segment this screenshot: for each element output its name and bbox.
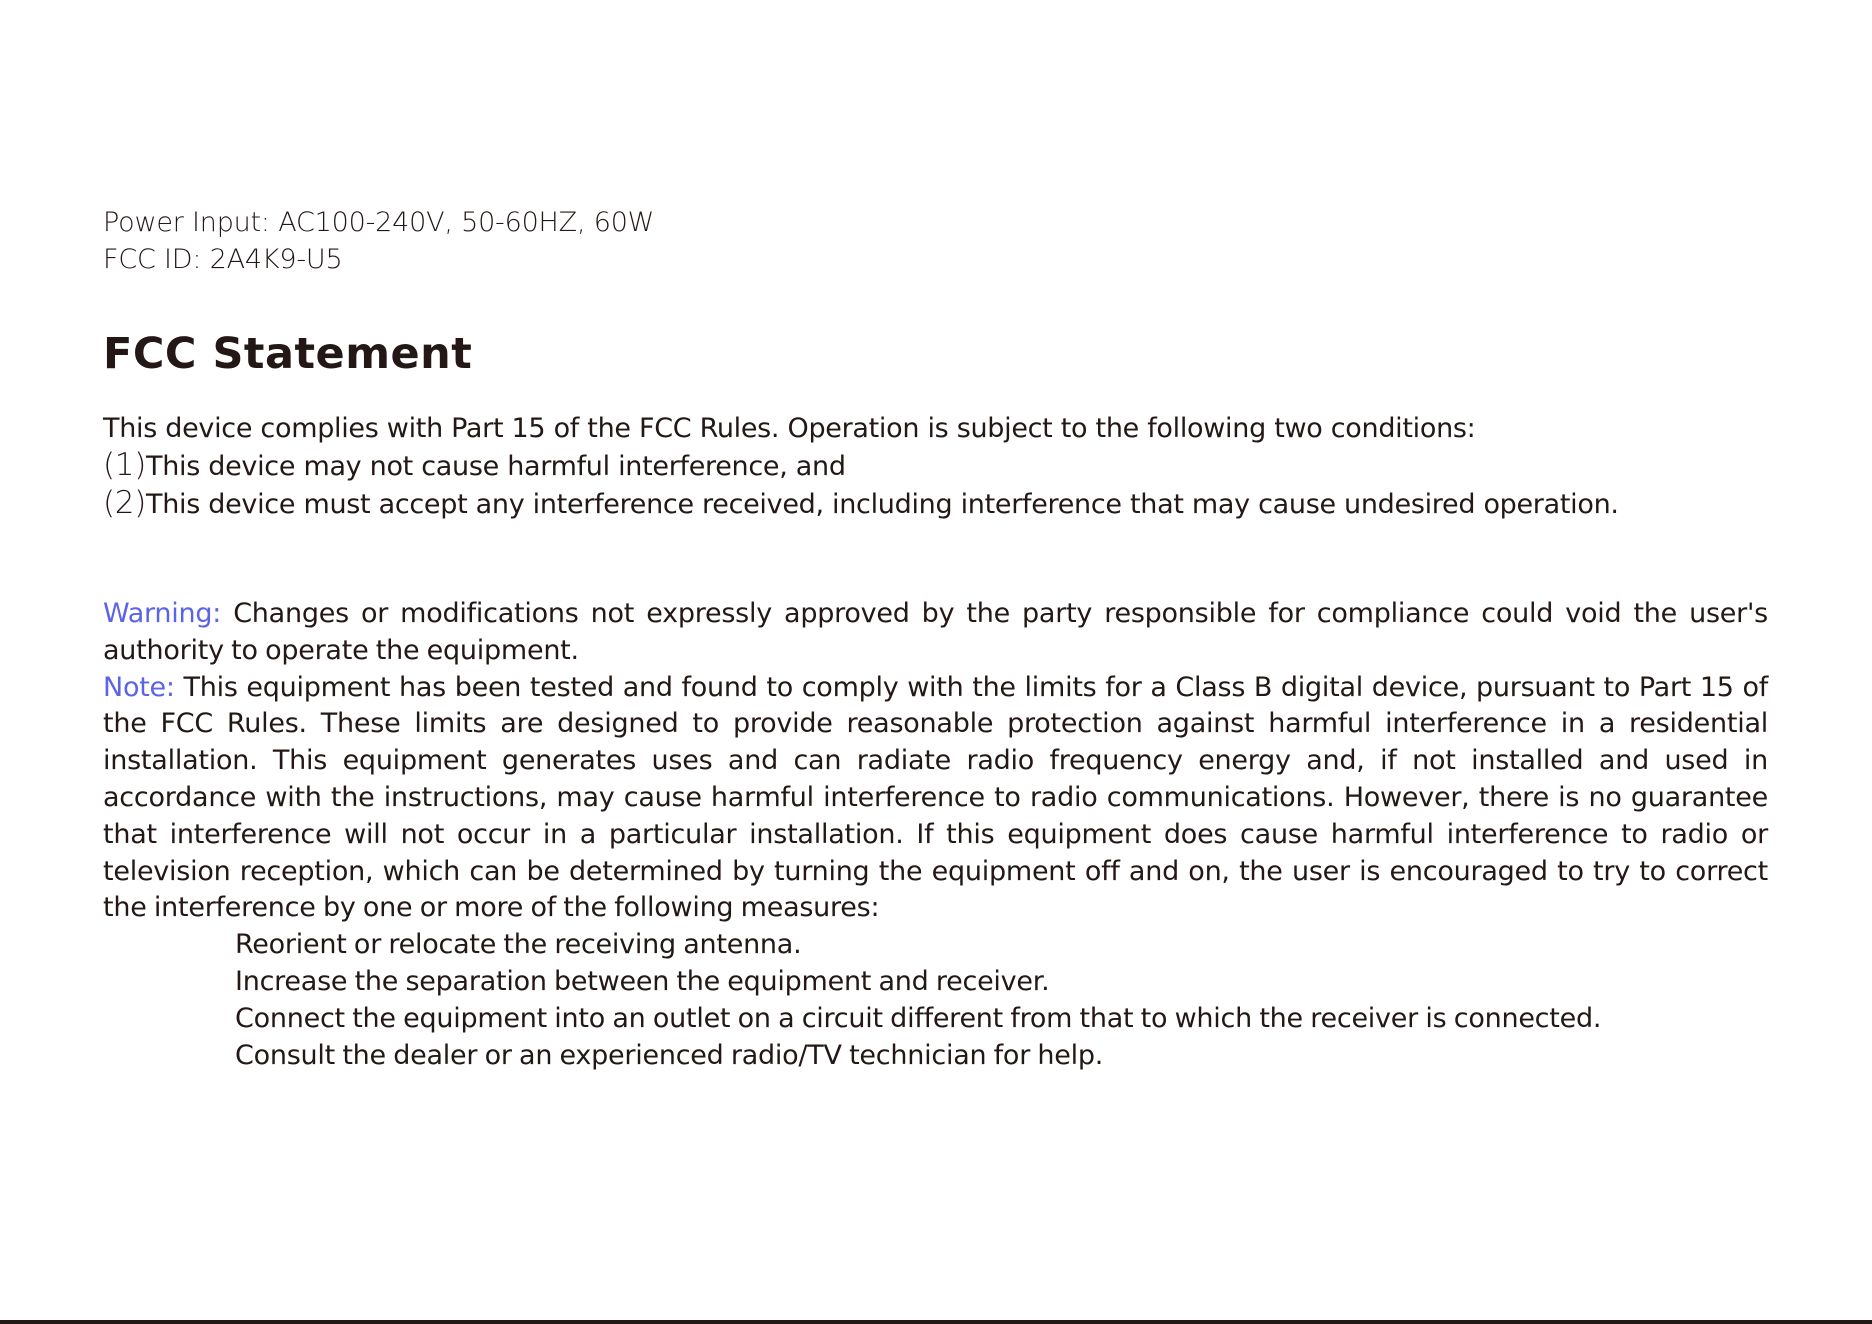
measure-item: Consult the dealer or an experienced radio/TV technician for help. xyxy=(235,1039,1104,1071)
bottom-divider xyxy=(0,1320,1872,1324)
statement-intro: This device complies with Part 15 of the FCC Rules. Operation is subject to the following two conditions: xyxy=(103,413,1476,444)
measure-item: Increase the separation between the equipment and receiver. xyxy=(235,965,1050,997)
condition-text: This device must accept any interference received, including interference that may cause undesired operation. xyxy=(146,489,1619,520)
fcc-id-line: FCC ID: 2A4K9-U5 xyxy=(103,244,343,275)
measures-list xyxy=(103,927,1768,1074)
measure-item: Reorient or relocate the receiving antenna. xyxy=(235,929,802,961)
condition-number: (1) xyxy=(103,447,147,483)
note-label: Note: xyxy=(103,671,175,703)
power-input-line: Power Input: AC100-240V, 50-60HZ, 60W xyxy=(103,207,655,238)
measure-item: Connect the equipment into an outlet on a circuit different from that to which the receiver is connected. xyxy=(235,1002,1602,1034)
note-text: This equipment has been tested and found to comply with the limits for a Class B digital device, pursuant to Part 15 of the FCC Rules. These limits are designed to provide reasonable protection against harmful interference in a residential installation. This equipment generates uses and can radiate radio frequency energy and, if not installed and used in accordance with the instructions, may cause harmful interference to radio communications. However, there is no guarantee that interference will not occur in a particular installation. If this equipment does cause harmful interference to radio or television reception, which can be determined by turning the equipment off and on, the user is encouraged to try to correct the interference by one or more of the following measures: xyxy=(103,671,1768,924)
compliance-statement xyxy=(103,410,1768,523)
condition-text: This device may not cause harmful interference, and xyxy=(146,451,846,482)
note-paragraph xyxy=(103,670,1768,928)
warning-label: Warning: xyxy=(103,598,222,629)
notice-body xyxy=(103,596,1768,1074)
warning-text: Changes or modifications not expressly approved by the party responsible for compliance could void the user's authority to operate the equipment. xyxy=(103,598,1768,666)
condition-2 xyxy=(103,485,1768,523)
document-page xyxy=(103,204,1768,1074)
condition-number: (2) xyxy=(103,485,147,521)
condition-1 xyxy=(103,447,1768,485)
warning-paragraph xyxy=(103,596,1768,670)
section-heading: FCC Statement xyxy=(103,329,473,379)
